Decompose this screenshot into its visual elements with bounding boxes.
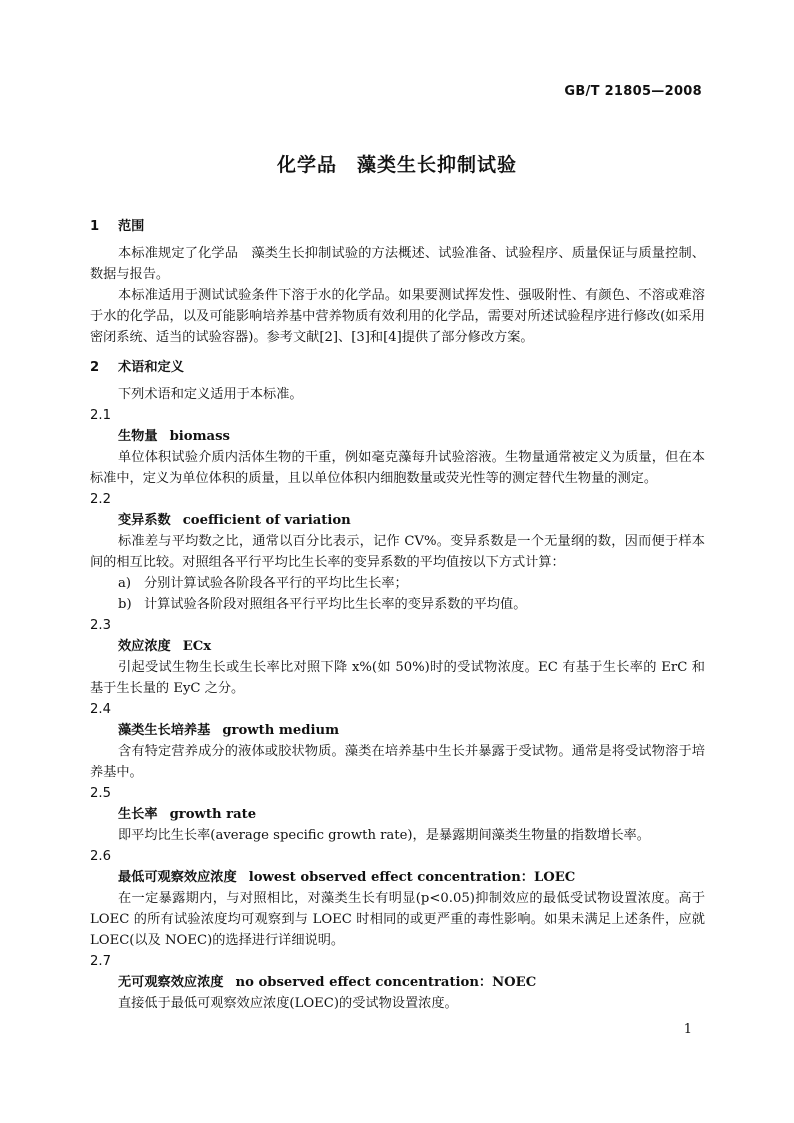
term-number: 2.5 (90, 786, 111, 801)
document-body (90, 216, 705, 1014)
term-heading-growth-medium (90, 720, 705, 741)
term-en: coefficient of variation (182, 513, 351, 528)
term-definition: 即平均比生长率(average specific growth rate)，是暴露期间藻类生物量的指数增长率。 (118, 828, 650, 843)
term-zh: 藻类生长培养基 (118, 723, 211, 738)
term-heading-growth-rate (90, 804, 705, 825)
term-zh: 无可观察效应浓度 (118, 975, 224, 990)
term-number: 2.4 (90, 702, 111, 717)
term-en: no observed effect concentration：NOEC (235, 975, 537, 990)
term-number: 2.2 (90, 492, 111, 507)
term-en: biomass (169, 429, 230, 444)
scope-paragraph-2: 本标准适用于测试试验条件下溶于水的化学品。如果要测试挥发性、强吸附性、有颜色、不溶或难溶于水的化学品，以及可能影响培养基中营养物质有效利用的化学品，需要对所述试验程序进行修改(如采用密闭系统、适当的试验容器)。参考文献[2]、[3]和[4]提供了部分修改方案。 (90, 288, 705, 345)
list-item (90, 594, 705, 615)
term-zh: 生物量 (118, 429, 158, 444)
standard-code: GB/T 21805—2008 (564, 84, 702, 99)
list-item-text: 计算试验各阶段对照组各平行平均比生长率的变异系数的平均值。 (144, 597, 527, 612)
term-definition: 在一定暴露期内，与对照相比，对藻类生长有明显(p<0.05)抑制效应的最低受试物设置浓度。高于 LOEC 的所有试验浓度均可观察到与 LOEC 时相同的或更严重的毒性影响。如果未满足上述条件，应就 LOEC(以及 NOEC)的选择进行详细说明。 (90, 891, 705, 948)
page-number: 1 (683, 1022, 692, 1037)
term-definition: 标准差与平均数之比，通常以百分比表示，记作 CV%。变异系数是一个无量纲的数，因而便于样本间的相互比较。对照组各平行平均比生长率的变异系数的平均值按以下方式计算： (90, 534, 705, 570)
scope-paragraph-1: 本标准规定了化学品 藻类生长抑制试验的方法概述、试验准备、试验程序、质量保证与质量控制、数据与报告。 (90, 246, 705, 282)
section-heading-terms (90, 357, 705, 378)
term-number: 2.3 (90, 618, 111, 633)
term-en: growth rate (169, 807, 257, 822)
term-heading-cv (90, 510, 705, 531)
list-item-label: b) (118, 597, 132, 612)
terms-intro: 下列术语和定义适用于本标准。 (118, 387, 303, 402)
term-definition: 含有特定营养成分的液体或胶状物质。藻类在培养基中生长并暴露于受试物。通常是将受试物溶于培养基中。 (90, 744, 705, 780)
term-zh: 生长率 (118, 807, 158, 822)
term-number: 2.7 (90, 954, 111, 969)
term-zh: 效应浓度 (118, 639, 171, 654)
term-en: ECx (182, 639, 212, 654)
term-heading-noec (90, 972, 705, 993)
section-title: 范围 (118, 219, 145, 234)
list-item-text: 分别计算试验各阶段各平行的平均比生长率； (144, 576, 408, 591)
section-number: 1 (90, 219, 100, 234)
list-item-label: a) (118, 576, 132, 591)
section-heading-scope (90, 216, 705, 237)
term-definition: 单位体积试验介质内活体生物的干重，例如毫克藻每升试验溶液。生物量通常被定义为质量，但在本标准中，定义为单位体积的质量，且以单位体积内细胞数量或荧光性等的测定替代生物量的测定。 (90, 450, 705, 486)
term-zh: 最低可观察效应浓度 (118, 870, 237, 885)
term-heading-biomass (90, 426, 705, 447)
section-title: 术语和定义 (118, 360, 184, 375)
term-number: 2.1 (90, 408, 111, 423)
term-definition: 引起受试生物生长或生长率比对照下降 x%(如 50%)时的受试物浓度。EC 有基于生长率的 ErC 和基于生长量的 EyC 之分。 (90, 660, 705, 696)
term-heading-loec (90, 867, 705, 888)
term-definition: 直接低于最低可观察效应浓度(LOEC)的受试物设置浓度。 (118, 996, 458, 1011)
term-en: growth medium (222, 723, 340, 738)
term-heading-ecx (90, 636, 705, 657)
term-number: 2.6 (90, 849, 111, 864)
term-zh: 变异系数 (118, 513, 171, 528)
list-item (90, 573, 705, 594)
term-en: lowest observed effect concentration：LOEC (248, 870, 576, 885)
section-number: 2 (90, 360, 100, 375)
document-title: 化学品 藻类生长抑制试验 (276, 154, 517, 176)
